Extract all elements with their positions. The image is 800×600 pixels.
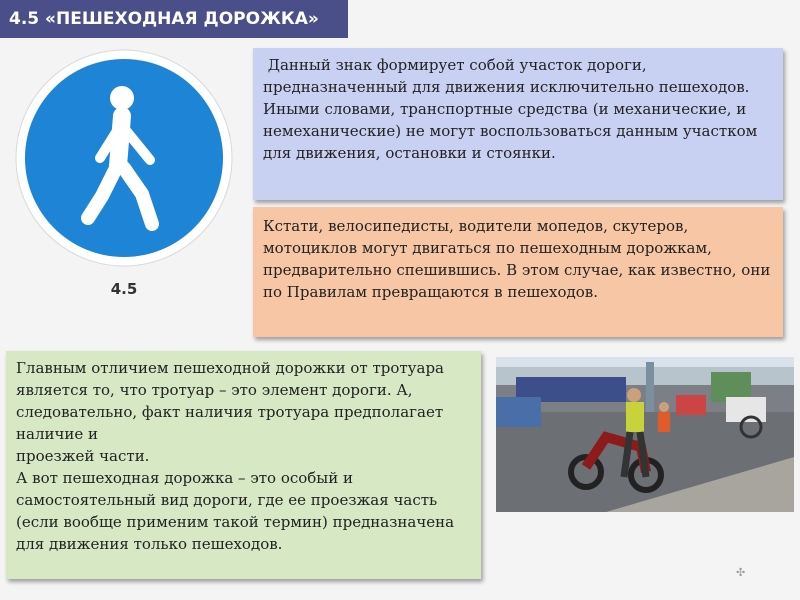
pedestrian-path-sign (14, 48, 234, 268)
definition-text: Данный знак формирует собой участок дороги, предназначенный для движения исключительно пешеходов. Иными словами, транспортные средства (и механические, и немеханические) не могут воспользоваться данным участком для движения, остановки и стоянки. (263, 56, 763, 162)
difference-text-1: Главным отличием пешеходной дорожки от тротуара является то, что тротуар – это элемент дороги. А, следовательно, факт наличия тротуара предполагает наличие и проезжей части. (16, 359, 444, 465)
motorcyclist-walking-photo (496, 357, 794, 512)
pedestrian-icon (14, 48, 234, 268)
sign-code-label: 4.5 (110, 280, 138, 298)
difference-box (6, 351, 481, 579)
difference-text-2: А вот пешеходная дорожка – это особый и самостоятельный вид дороги, где ее проезжая часть (если вообще применим такой термин) предназначена для движения только пешеходов. (16, 469, 459, 553)
street-photo (496, 357, 794, 512)
cyclists-note-box (253, 207, 783, 337)
cyclists-note-text: Кстати, велосипедисты, водители мопедов, скутеров, мотоциклов могут двигаться по пешеходным дорожкам, предварительно спешившись. В этом случае, как известно, они по Правилам превращаются в пешеходов. (263, 217, 780, 301)
slide-title: 4.5 «ПЕШЕХОДНАЯ ДОРОЖКА» (0, 0, 348, 38)
definition-box (253, 48, 783, 200)
slide-nav-dots: ✣ (736, 566, 746, 579)
